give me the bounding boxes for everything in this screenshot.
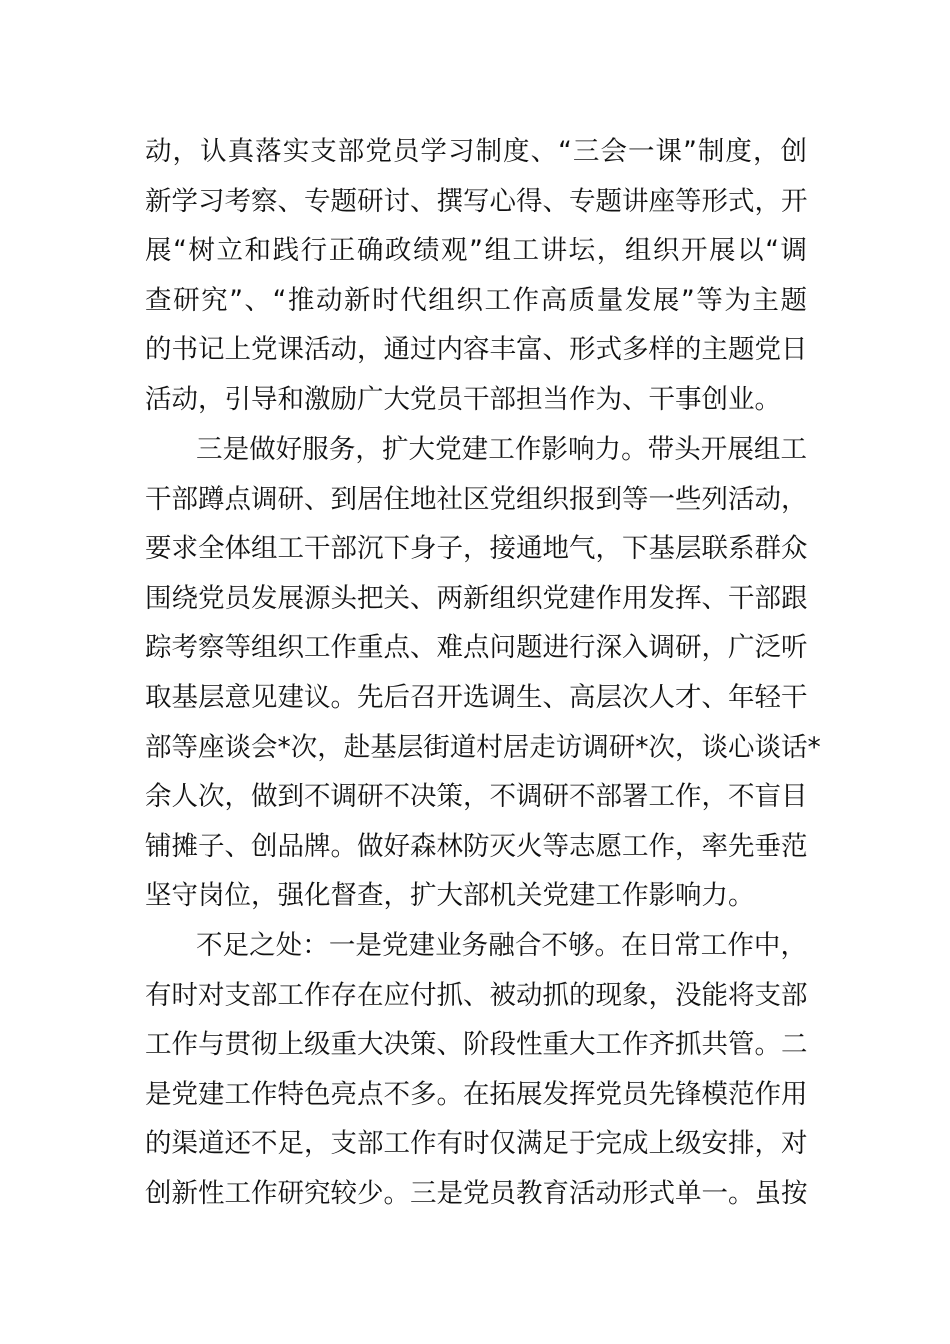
paragraph-first-line: 三是做好服务，扩大党建工作影响力。带头开展组工	[196, 434, 807, 465]
text-line: 查研究”、“推动新时代组织工作高质量发展”等为主题	[145, 285, 807, 316]
text-line: 创新性工作研究较少。三是党员教育活动形式单一。虽按	[145, 1178, 808, 1209]
text-line: 的书记上党课活动，通过内容丰富、形式多样的主题党日	[145, 334, 808, 365]
text-line: 要求全体组工干部沉下身子，接通地气，下基层联系群众	[145, 533, 808, 564]
text-line: 工作与贯彻上级重大决策、阶段性重大工作齐抓共管。二	[145, 1029, 808, 1060]
text-line: 坚守岗位，强化督查，扩大部机关党建工作影响力。	[145, 880, 755, 911]
text-line: 的渠道还不足，支部工作有时仅满足于完成上级安排，对	[145, 1128, 808, 1159]
text-line: 踪考察等组织工作重点、难点问题进行深入调研，广泛听	[145, 632, 808, 663]
text-line: 围绕党员发展源头把关、两新组织党建作用发挥、干部跟	[145, 583, 808, 614]
text-line: 铺摊子、创品牌。做好森林防灭火等志愿工作，率先垂范	[145, 831, 808, 862]
text-line: 取基层意见建议。先后召开选调生、高层次人才、年轻干	[145, 682, 808, 713]
text-line: 干部蹲点调研、到居住地社区党组织报到等一些列活动，	[145, 484, 808, 515]
paragraph-first-line: 不足之处：一是党建业务融合不够。在日常工作中，	[196, 930, 807, 961]
text-line: 新学习考察、专题研讨、撰写心得、专题讲座等形式，开	[145, 186, 808, 217]
text-line: 是党建工作特色亮点不多。在拓展发挥党员先锋模范作用	[145, 1079, 808, 1110]
text-line: 活动，引导和激励广大党员干部担当作为、干事创业。	[145, 384, 781, 415]
text-line: 展“树立和践行正确政绩观”组工讲坛，组织开展以“调	[145, 235, 807, 266]
text-line: 余人次，做到不调研不决策，不调研不部署工作，不盲目	[145, 781, 808, 812]
text-line: 动，认真落实支部党员学习制度、“三会一课”制度，创	[145, 136, 807, 167]
text-line: 有时对支部工作存在应付抓、被动抓的现象，没能将支部	[145, 980, 808, 1011]
text-line: 部等座谈会*次，赴基层街道村居走访调研*次，谈心谈话*	[145, 732, 821, 763]
